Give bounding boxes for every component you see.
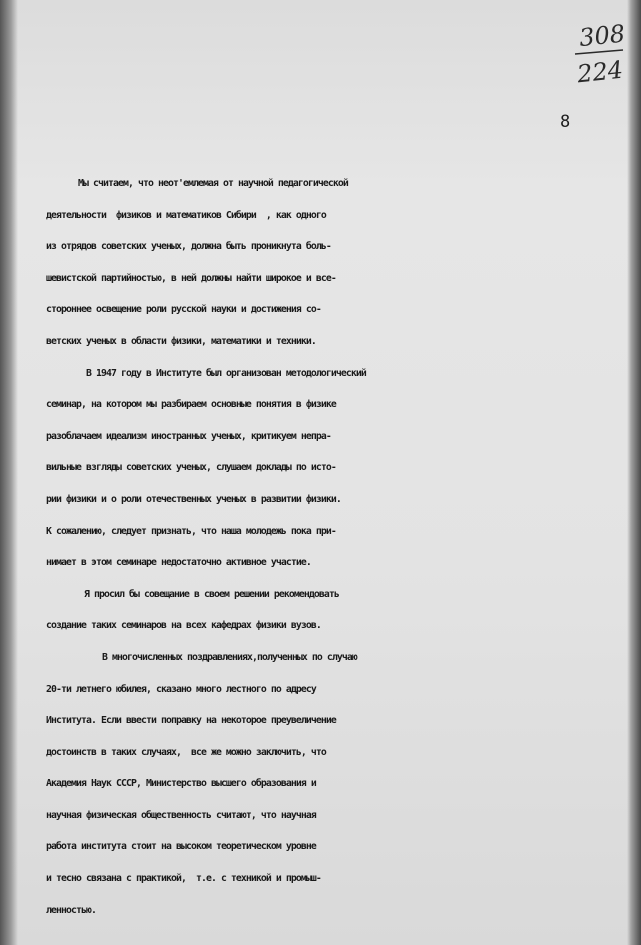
- text-line: семинар, на котором мы разбираем основные понятия в физике: [46, 399, 336, 411]
- text-line: нимает в этом семинаре недостаточно активное участие.: [46, 557, 311, 569]
- text-line: достоинств в таких случаях, все же можно заключить, что: [46, 746, 326, 758]
- text-line: Мы считаем, что неот'емлемая от научной педагогической: [78, 178, 348, 189]
- archive-mark-bottom: 224: [575, 55, 625, 89]
- text-line: деятельности физиков и математиков Сибири , как одного: [46, 209, 326, 221]
- text-line: Академия Наук СССР, Министерство высшего образования и: [46, 778, 316, 790]
- text-line: Института. Если ввести поправку на некоторое преувеличение: [46, 715, 336, 727]
- text-line: К сожалению, следует признать, что наша молодежь пока при-: [46, 525, 336, 537]
- text-line: из отрядов советских ученых, должна быть проникнута боль-: [46, 241, 331, 253]
- text-line: рии физики и о роли отечественных ученых в развитии физики.: [46, 493, 341, 505]
- text-line: вильные взгляды советских ученых, слушаем доклады по исто-: [46, 462, 336, 474]
- text-line: В многочисленных поздравлениях,полученных по случаю: [102, 651, 357, 663]
- text-line: и тесно связана с практикой, т.е. с техникой и промыш-: [46, 873, 321, 885]
- text-line: ленностью.: [46, 904, 96, 916]
- text-line: стороннее освещение роли русской науки и достижения со-: [46, 304, 321, 316]
- archive-mark-top: 308: [577, 19, 627, 53]
- text-line: работа института стоит на высоком теоретическом уровне: [46, 841, 316, 853]
- text-line: шевистской партийностью, в ней должны найти широкое и все-: [46, 272, 336, 284]
- body-text: [40, 168, 636, 926]
- text-line: создание таких семинаров на всех кафедрах физики вузов.: [46, 620, 321, 632]
- archive-handwritten-mark: [573, 14, 627, 92]
- text-line: 20-ти летнего юбилея, сказано много лестного по адресу: [46, 683, 316, 695]
- text-line: Я просил бы совещание в своем решении рекомендовать: [84, 588, 339, 600]
- text-line: В 1947 году в Институте был организован методологический: [86, 367, 366, 379]
- text-line: разоблачаем идеализм иностранных ученых, критикуем непра-: [46, 430, 331, 442]
- text-line: научная физическая общественность считают, что научная: [46, 809, 316, 821]
- archive-mark-svg: [573, 14, 627, 92]
- page-number: 8: [560, 112, 571, 132]
- text-line: ветских ученых в области физики, математики и техники.: [46, 335, 316, 347]
